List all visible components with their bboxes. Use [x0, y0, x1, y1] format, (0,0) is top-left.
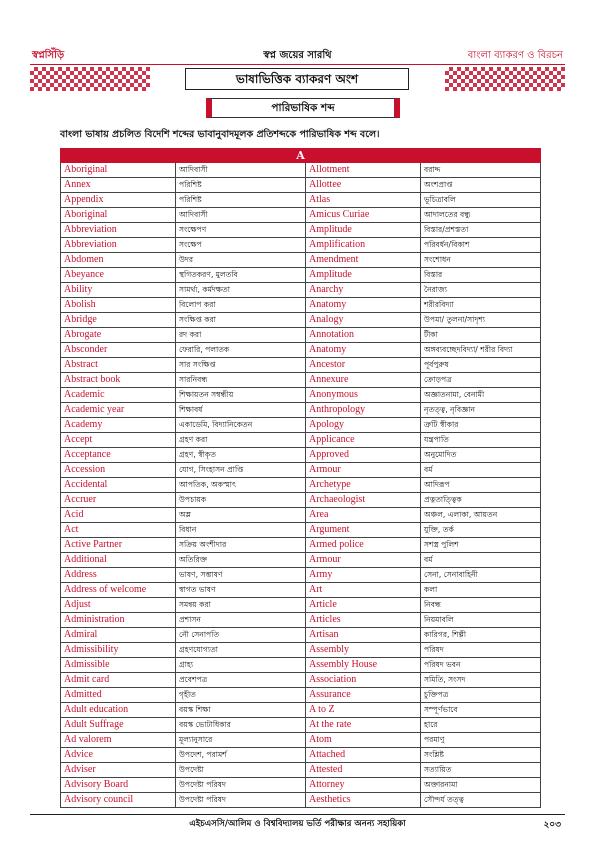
bangla-term: নৌ সেনাপতি: [176, 628, 306, 643]
english-term: Amicus Curiae: [306, 208, 421, 223]
table-row: [61, 568, 541, 583]
bangla-term: সংক্ষেপ: [176, 238, 306, 253]
table-row: [61, 433, 541, 448]
table-row: [61, 583, 541, 598]
bangla-term: পূর্বপুরুষ: [421, 358, 541, 373]
english-term: Ancestor: [306, 358, 421, 373]
header-tagline: স্বপ্ন জয়ের সারথি: [263, 50, 332, 61]
bangla-term: মূল্যানুসারে: [176, 733, 306, 748]
bangla-term: ভাষণ, সম্ভাষণ: [176, 568, 306, 583]
table-row: [61, 298, 541, 313]
bangla-term: স্বাগত ভাষণ: [176, 583, 306, 598]
english-term: At the rate: [306, 718, 421, 733]
table-row: [61, 448, 541, 463]
bangla-term: সমিতি, সংসদ: [421, 673, 541, 688]
footer-text: এইচএসসি/আলিম ও বিশ্ববিদ্যালয় ভর্তি পরীক্ষার অনন্য সহায়িকা: [189, 819, 406, 829]
table-row: [61, 283, 541, 298]
table-row: [61, 538, 541, 553]
english-term: Apology: [306, 418, 421, 433]
english-term: Approved: [306, 448, 421, 463]
bangla-term: সারনিবন্ধ: [176, 373, 306, 388]
english-term: Aboriginal: [61, 163, 176, 178]
bangla-term: প্রত্নতাত্ত্বিক: [421, 493, 541, 508]
english-term: Association: [306, 673, 421, 688]
bangla-term: যন্ত্রপাতি: [421, 433, 541, 448]
english-term: Anarchy: [306, 283, 421, 298]
bangla-term: শরীরবিদ্যা: [421, 298, 541, 313]
bangla-term: সামর্থ্য, কর্মদক্ষতা: [176, 283, 306, 298]
english-term: Appendix: [61, 193, 176, 208]
page-footer: [30, 814, 565, 831]
english-term: Advisory Board: [61, 778, 176, 793]
english-term: Accruer: [61, 493, 176, 508]
english-term: Abridge: [61, 313, 176, 328]
english-term: Abrogate: [61, 328, 176, 343]
bangla-term: বর্ম: [421, 463, 541, 478]
bangla-term: কলা: [421, 583, 541, 598]
bangla-term: আদিরূপ: [421, 478, 541, 493]
bangla-term: অঞ্চল, এলাকা, আয়তন: [421, 508, 541, 523]
bangla-term: নৃতত্ত্ব, নৃবিজ্ঞান: [421, 403, 541, 418]
bangla-term: গ্রাহ্য: [176, 658, 306, 673]
bangla-term: অক্তারনামা: [421, 778, 541, 793]
table-row: [61, 673, 541, 688]
bangla-term: পরিষদ: [421, 643, 541, 658]
english-term: Admiral: [61, 628, 176, 643]
english-term: Archetype: [306, 478, 421, 493]
page-header: [30, 48, 565, 65]
letter-header-row: [61, 149, 541, 163]
bangla-term: সংক্ষিপ্ত করা: [176, 313, 306, 328]
bangla-term: বিস্তার: [421, 268, 541, 283]
english-term: Army: [306, 568, 421, 583]
table-row: [61, 268, 541, 283]
bangla-term: নৈরাজ্য: [421, 283, 541, 298]
english-term: Administration: [61, 613, 176, 628]
english-term: Adult Suffrage: [61, 718, 176, 733]
english-term: Anonymous: [306, 388, 421, 403]
english-term: Abdomen: [61, 253, 176, 268]
bangla-term: উদর: [176, 253, 306, 268]
title-band: [30, 67, 565, 91]
brand-name: স্বপ্নসিঁড়ি: [32, 50, 65, 61]
bangla-term: উপদেষ্টা পরিষদ: [176, 793, 306, 808]
table-row: [61, 733, 541, 748]
bangla-term: আদিবাসী: [176, 163, 306, 178]
bangla-term: অম্ল: [176, 508, 306, 523]
table-row: [61, 778, 541, 793]
english-term: Admitted: [61, 688, 176, 703]
table-row: [61, 418, 541, 433]
english-term: Aesthetics: [306, 793, 421, 808]
bangla-term: যুক্তি, তর্ক: [421, 523, 541, 538]
bangla-term: স্থগিতকরণ, মুলতবি: [176, 268, 306, 283]
english-term: Admissibility: [61, 643, 176, 658]
bangla-term: গৃহীত: [176, 688, 306, 703]
bangla-term: টীকা: [421, 328, 541, 343]
bangla-term: আদিবাসী: [176, 208, 306, 223]
bangla-term: সার সংক্ষিপ্ত: [176, 358, 306, 373]
chapter-title: ভাষাভিত্তিক ব্যাকরণ অংশ: [185, 68, 409, 90]
english-term: Ad valorem: [61, 733, 176, 748]
english-term: Attested: [306, 763, 421, 778]
table-row: [61, 403, 541, 418]
english-term: Armour: [306, 553, 421, 568]
bangla-term: বর্ম: [421, 553, 541, 568]
bangla-term: সৌন্দর্য তত্ত্ব: [421, 793, 541, 808]
english-term: Accept: [61, 433, 176, 448]
english-term: Assurance: [306, 688, 421, 703]
table-row: [61, 343, 541, 358]
english-term: Allottee: [306, 178, 421, 193]
bangla-term: সংশোধন: [421, 253, 541, 268]
table-row: [61, 613, 541, 628]
english-term: Abolish: [61, 298, 176, 313]
bangla-term: হারে: [421, 718, 541, 733]
table-row: [61, 793, 541, 808]
bangla-term: সশস্ত্র পুলিশ: [421, 538, 541, 553]
english-term: Academic: [61, 388, 176, 403]
english-term: Annex: [61, 178, 176, 193]
bangla-term: আদালতের বন্ধু: [421, 208, 541, 223]
glossary-body: [61, 163, 541, 808]
bangla-term: উপদেশ, পরামর্শ: [176, 748, 306, 763]
english-term: Annexure: [306, 373, 421, 388]
bangla-term: পরিষদ ভবন: [421, 658, 541, 673]
english-term: Advice: [61, 748, 176, 763]
english-term: Amendment: [306, 253, 421, 268]
bangla-term: পরিশিষ্ট: [176, 193, 306, 208]
english-term: Accidental: [61, 478, 176, 493]
table-row: [61, 748, 541, 763]
bangla-term: উপদেষ্টা: [176, 763, 306, 778]
table-row: [61, 703, 541, 718]
english-term: Abbreviation: [61, 223, 176, 238]
table-row: [61, 238, 541, 253]
bangla-term: রদ করা: [176, 328, 306, 343]
english-term: Anatomy: [306, 298, 421, 313]
english-term: Acid: [61, 508, 176, 523]
table-row: [61, 643, 541, 658]
bangla-term: উপদেষ্টা পরিষদ: [176, 778, 306, 793]
english-term: Atom: [306, 733, 421, 748]
bangla-term: ত্রুটি স্বীকার: [421, 418, 541, 433]
english-term: Abbreviation: [61, 238, 176, 253]
english-term: Abstract book: [61, 373, 176, 388]
bangla-term: বয়স্ক ভোটাধিকার: [176, 718, 306, 733]
bangla-term: গ্রহণযোগ্যতা: [176, 643, 306, 658]
table-row: [61, 223, 541, 238]
table-row: [61, 508, 541, 523]
bangla-term: নিয়মাবলি: [421, 613, 541, 628]
table-row: [61, 598, 541, 613]
english-term: Archaeologist: [306, 493, 421, 508]
english-term: Adult education: [61, 703, 176, 718]
english-term: Amplitude: [306, 268, 421, 283]
table-row: [61, 523, 541, 538]
bangla-term: একাডেমি, বিদ্যানিকেতন: [176, 418, 306, 433]
bangla-term: ফেরারি, পলাতক: [176, 343, 306, 358]
table-row: [61, 328, 541, 343]
bangla-term: অংশপ্রাপ্ত: [421, 178, 541, 193]
intro-text: বাংলা ভাষায় প্রচলিত বিদেশি শব্দের ভাবানুবাদমূলক প্রতিশব্দকে পারিভাষিক শব্দ বলে।: [60, 129, 380, 140]
table-row: [61, 193, 541, 208]
bangla-term: প্রশাসন: [176, 613, 306, 628]
bangla-term: সত্যায়িত: [421, 763, 541, 778]
table-row: [61, 493, 541, 508]
table-row: [61, 253, 541, 268]
english-term: Acceptance: [61, 448, 176, 463]
table-row: [61, 478, 541, 493]
english-term: Argument: [306, 523, 421, 538]
bangla-term: শিক্ষাবর্ষ: [176, 403, 306, 418]
bangla-term: অতিরিক্ত: [176, 553, 306, 568]
table-row: [61, 463, 541, 478]
english-term: Academic year: [61, 403, 176, 418]
section-subtitle: পারিভাষিক শব্দ: [206, 98, 400, 118]
english-term: Abeyance: [61, 268, 176, 283]
bangla-term: উপচায়ক: [176, 493, 306, 508]
checker-pattern-right: [445, 67, 565, 91]
english-term: Amplitude: [306, 223, 421, 238]
english-term: Address: [61, 568, 176, 583]
bangla-term: সেনা, সেনাবাহিনী: [421, 568, 541, 583]
english-term: Armed police: [306, 538, 421, 553]
bangla-term: অঙ্গব্যবচ্ছেদবিদ্যা/ শরীর বিদ্যা: [421, 343, 541, 358]
bangla-term: পরিবর্ধন/বিকাশ: [421, 238, 541, 253]
table-row: [61, 688, 541, 703]
bangla-term: গ্রহণ, স্বীকৃত: [176, 448, 306, 463]
table-row: [61, 628, 541, 643]
bangla-term: সংক্ষেপণ: [176, 223, 306, 238]
english-term: Admissible: [61, 658, 176, 673]
english-term: Academy: [61, 418, 176, 433]
english-term: Address of welcome: [61, 583, 176, 598]
bangla-term: সম্পূর্ণভাবে: [421, 703, 541, 718]
english-term: Aboriginal: [61, 208, 176, 223]
table-row: [61, 658, 541, 673]
bangla-term: পরিশিষ্ট: [176, 178, 306, 193]
bangla-term: প্রবেশপত্র: [176, 673, 306, 688]
english-term: Armour: [306, 463, 421, 478]
english-term: Assembly: [306, 643, 421, 658]
bangla-term: গ্রহণ করা: [176, 433, 306, 448]
glossary-table: [60, 148, 541, 808]
table-row: [61, 313, 541, 328]
bangla-term: অনুমোদিত: [421, 448, 541, 463]
bangla-term: শিক্ষায়তন সম্বন্ধীয়: [176, 388, 306, 403]
english-term: Annotation: [306, 328, 421, 343]
table-row: [61, 553, 541, 568]
table-row: [61, 388, 541, 403]
table-row: [61, 178, 541, 193]
table-row: [61, 208, 541, 223]
english-term: Abstract: [61, 358, 176, 373]
bangla-term: ক্রোড়পত্র: [421, 373, 541, 388]
bangla-term: বয়স্ক শিক্ষা: [176, 703, 306, 718]
english-term: Allotment: [306, 163, 421, 178]
bangla-term: ভূচিত্রাবলি: [421, 193, 541, 208]
checker-pattern-left: [30, 67, 150, 91]
english-term: Applicance: [306, 433, 421, 448]
english-term: Anatomy: [306, 343, 421, 358]
table-row: [61, 718, 541, 733]
bangla-term: সক্রিয় অংশীদার: [176, 538, 306, 553]
english-term: Advisory council: [61, 793, 176, 808]
english-term: Articles: [306, 613, 421, 628]
bangla-term: বিস্তার/প্রশস্ততা: [421, 223, 541, 238]
english-term: Additional: [61, 553, 176, 568]
letter-heading: A: [61, 149, 541, 163]
bangla-term: সংশ্লিষ্ট: [421, 748, 541, 763]
english-term: Accession: [61, 463, 176, 478]
english-term: Artisan: [306, 628, 421, 643]
bangla-term: সমন্বয় করা: [176, 598, 306, 613]
bangla-term: বিলোপ করা: [176, 298, 306, 313]
english-term: Admit card: [61, 673, 176, 688]
english-term: Active Partner: [61, 538, 176, 553]
english-term: Absconder: [61, 343, 176, 358]
english-term: Atlas: [306, 193, 421, 208]
table-row: [61, 358, 541, 373]
bangla-term: আপতিক, অকস্মাৎ: [176, 478, 306, 493]
english-term: Attorney: [306, 778, 421, 793]
bangla-term: চুক্তিপত্র: [421, 688, 541, 703]
english-term: Adviser: [61, 763, 176, 778]
english-term: Act: [61, 523, 176, 538]
english-term: Analogy: [306, 313, 421, 328]
bangla-term: অজ্ঞাতনামা, বেনামী: [421, 388, 541, 403]
english-term: Anthropology: [306, 403, 421, 418]
english-term: Amplification: [306, 238, 421, 253]
bangla-term: নিবন্ধ: [421, 598, 541, 613]
english-term: Art: [306, 583, 421, 598]
english-term: Attached: [306, 748, 421, 763]
bangla-term: কারিগর, শিল্পী: [421, 628, 541, 643]
english-term: A to Z: [306, 703, 421, 718]
bangla-term: পরমাণু: [421, 733, 541, 748]
section-name: বাংলা ব্যাকরণ ও বিরচন: [467, 50, 563, 61]
english-term: Article: [306, 598, 421, 613]
english-term: Assembly House: [306, 658, 421, 673]
page-number: ২০৩: [543, 820, 561, 830]
table-row: [61, 763, 541, 778]
bangla-term: উপমা/ তুলনা/সাদৃশ্য: [421, 313, 541, 328]
bangla-term: বিধান: [176, 523, 306, 538]
table-row: [61, 163, 541, 178]
bangla-term: যোগ, সিংহাসন প্রাপ্তি: [176, 463, 306, 478]
english-term: Adjust: [61, 598, 176, 613]
bangla-term: বরাদ্দ: [421, 163, 541, 178]
english-term: Area: [306, 508, 421, 523]
english-term: Ability: [61, 283, 176, 298]
table-row: [61, 373, 541, 388]
